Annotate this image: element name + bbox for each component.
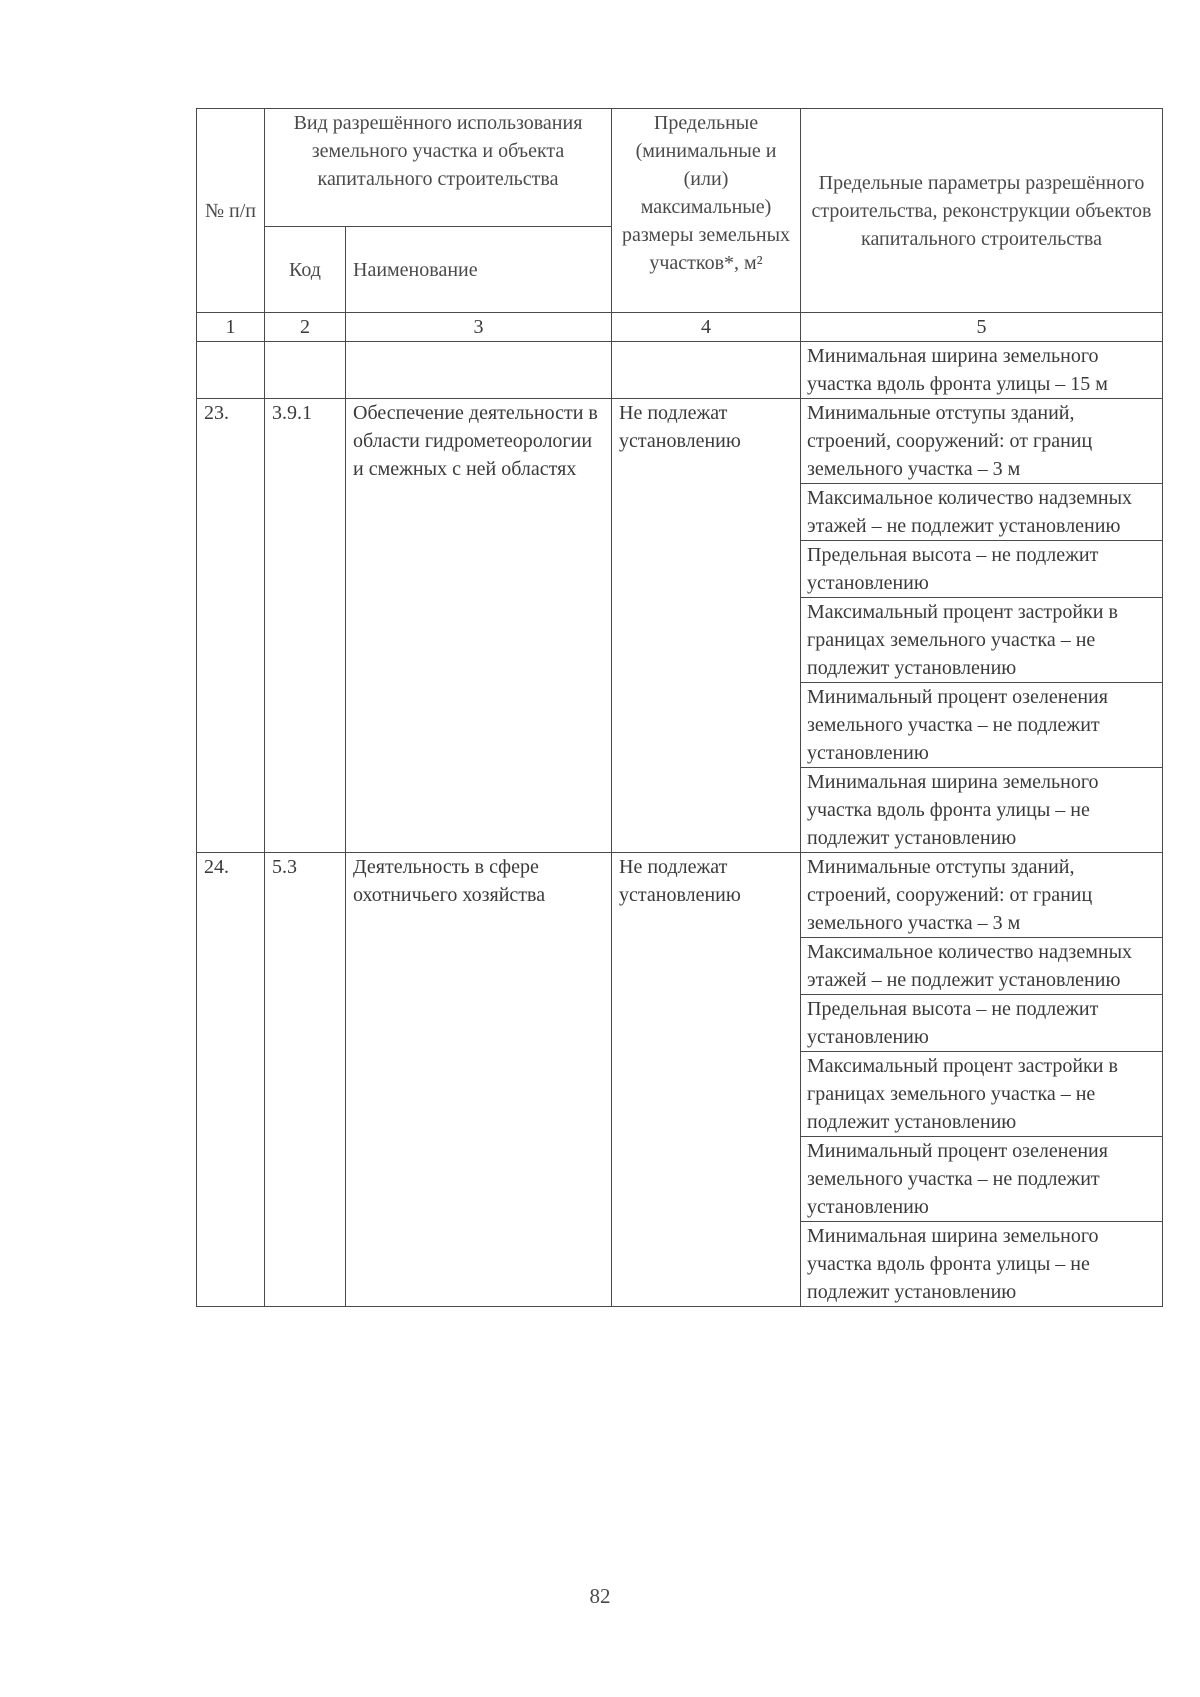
row-name: Обеспечение деятельности в области гидрометеорологии и смежных с ней областях <box>346 399 612 853</box>
column-number: 4 <box>612 313 801 342</box>
row-name: Деятельность в сфере охотничьего хозяйства <box>346 853 612 1307</box>
header-no: № п/п <box>197 109 265 313</box>
row-number: 24. <box>197 853 265 1307</box>
header-name: Наименование <box>346 227 612 313</box>
column-number: 1 <box>197 313 265 342</box>
row-size: Не подлежат установлению <box>612 853 801 1307</box>
param-cell: Минимальные отступы зданий, строений, сооружений: от границ земельного участка – 3 м <box>801 399 1163 484</box>
column-number: 2 <box>265 313 346 342</box>
row-size: Не подлежат установлению <box>612 399 801 853</box>
param-cell: Максимальное количество надземных этажей – не подлежит установлению <box>801 484 1163 541</box>
param-cell: Минимальный процент озеленения земельного участка – не подлежит установлению <box>801 683 1163 768</box>
table-row <box>197 853 1163 938</box>
param-cell: Предельная высота – не подлежит установлению <box>801 995 1163 1052</box>
header-sizes: Предельные (минимальные и (или) максимальные) размеры земельных участков*, м² <box>612 109 801 313</box>
param-cell: Минимальная ширина земельного участка вдоль фронта улицы – не подлежит установлению <box>801 768 1163 853</box>
page-number: 82 <box>589 1584 611 1608</box>
row-code: 5.3 <box>265 853 346 1307</box>
header-params: Предельные параметры разрешённого строительства, реконструкции объектов капитального строительства <box>801 109 1163 313</box>
land-use-table <box>196 108 1163 1307</box>
row-number: 23. <box>197 399 265 853</box>
column-number: 3 <box>346 313 612 342</box>
param-cell: Минимальные отступы зданий, строений, сооружений: от границ земельного участка – 3 м <box>801 853 1163 938</box>
table-row <box>197 399 1163 484</box>
param-cell: Минимальный процент озеленения земельного участка – не подлежит установлению <box>801 1137 1163 1222</box>
header-code: Код <box>265 227 346 313</box>
column-number: 5 <box>801 313 1163 342</box>
continuation-row <box>197 342 1163 399</box>
header-vid: Вид разрешённого использования земельного участка и объекта капитального строительства <box>265 109 612 227</box>
param-cell: Максимальный процент застройки в границах земельного участка – не подлежит установлению <box>801 1052 1163 1137</box>
param-cell: Минимальная ширина земельного участка вдоль фронта улицы – 15 м <box>801 342 1163 399</box>
param-cell: Минимальная ширина земельного участка вдоль фронта улицы – не подлежит установлению <box>801 1222 1163 1307</box>
param-cell: Максимальное количество надземных этажей – не подлежит установлению <box>801 938 1163 995</box>
row-code: 3.9.1 <box>265 399 346 853</box>
param-cell: Предельная высота – не подлежит установлению <box>801 541 1163 598</box>
column-numbers-row <box>197 313 1163 342</box>
param-cell: Максимальный процент застройки в границах земельного участка – не подлежит установлению <box>801 598 1163 683</box>
